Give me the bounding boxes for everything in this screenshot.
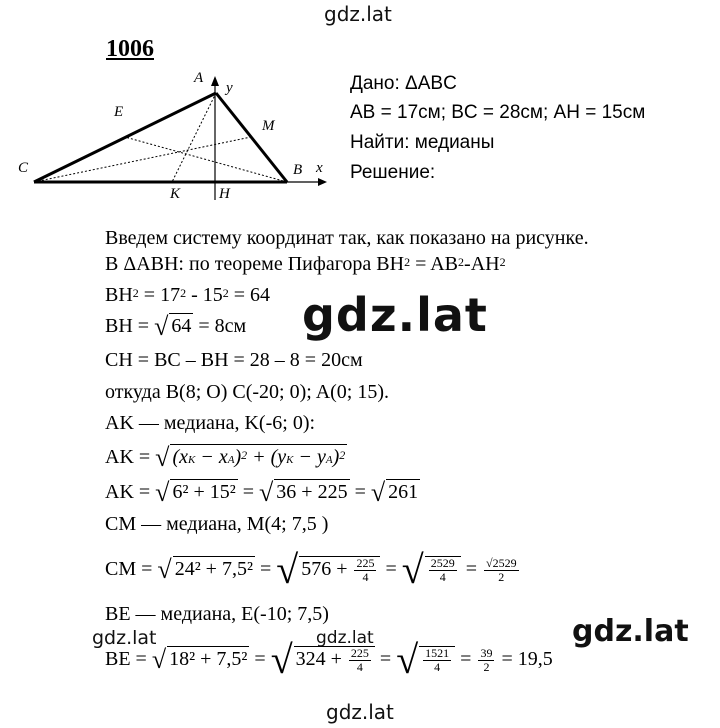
watermark-bottom-left: gdz.lat — [92, 627, 157, 649]
coordinates-line: откуда B(8; O) C(-20; 0); A(0; 15). — [105, 381, 390, 403]
cm-formula: CM = √ 24² + 7,5² = √ 576 + $\frac{225}{4}$ = √ $\frac{2529}{4}$ = $\frac{√2529}{2}$ — [105, 547, 517, 593]
problem-number: 1006 — [106, 36, 154, 62]
triangle-figure — [0, 0, 340, 215]
median-be — [125, 137, 287, 182]
watermark-top: gdz.lat — [324, 2, 392, 26]
pythagoras-line: В ΔABH: по теореме Пифагора $BH^2 = AB^2-AH^2$ — [105, 253, 506, 275]
label-b: B — [293, 162, 303, 178]
watermark-bottom-center: gdz.lat — [316, 628, 374, 648]
side-ab — [216, 93, 287, 182]
bh-line: BH = √ 64 = 8см — [105, 312, 247, 341]
x-axis-arrow — [318, 178, 327, 186]
label-x: x — [316, 160, 323, 176]
ak-median-line: AK — медиана, K(-6; 0): — [105, 412, 316, 434]
y-axis-arrow — [211, 76, 219, 86]
watermark-bottom: gdz.lat — [326, 700, 394, 724]
cm-median-line: CM — медиана, M(4; 7,5 ) — [105, 513, 329, 535]
solution-intro: Введем систему координат так, как показано на рисунке. — [105, 227, 589, 249]
ak-result: AK = √ 6² + 15² = √ 36 + 225 = √ 261 — [105, 478, 419, 507]
bh-squared-line: $BH^2 = 17^2 - 15^2 = 64$ — [105, 284, 271, 306]
label-y: y — [226, 80, 233, 96]
given-line-2: AB = 17см; BC = 28см; AH = 15см — [350, 102, 646, 123]
be-formula: BE = √ 18² + 7,5² = √ 324 + $\frac{225}{4}$ = √ $\frac{1521}{4}$ = $\frac{39}{2}$ = 19,5 — [105, 637, 553, 683]
watermark-middle: gdz.lat — [302, 288, 488, 342]
ch-line: CH = BC – BH = 28 – 8 = 20см — [105, 349, 363, 371]
label-h: H — [219, 186, 230, 202]
median-cm — [34, 137, 251, 182]
watermark-right: gdz.lat — [572, 614, 689, 649]
median-ak — [172, 93, 216, 182]
label-e: E — [114, 104, 124, 120]
given-line-4: Решение: — [350, 162, 436, 183]
given-line-1: Дано: ΔABC — [350, 73, 457, 94]
label-c: C — [18, 160, 29, 176]
label-k: K — [170, 186, 181, 202]
label-a: A — [194, 70, 204, 86]
be-median-line: BE — медиана, E(-10; 7,5) — [105, 603, 329, 625]
label-m: M — [262, 118, 275, 134]
ak-formula: AK = √ (xK − xA)$^2$ + (yK − yA)$^2$ — [105, 443, 346, 472]
given-line-3: Найти: медианы — [350, 132, 495, 153]
